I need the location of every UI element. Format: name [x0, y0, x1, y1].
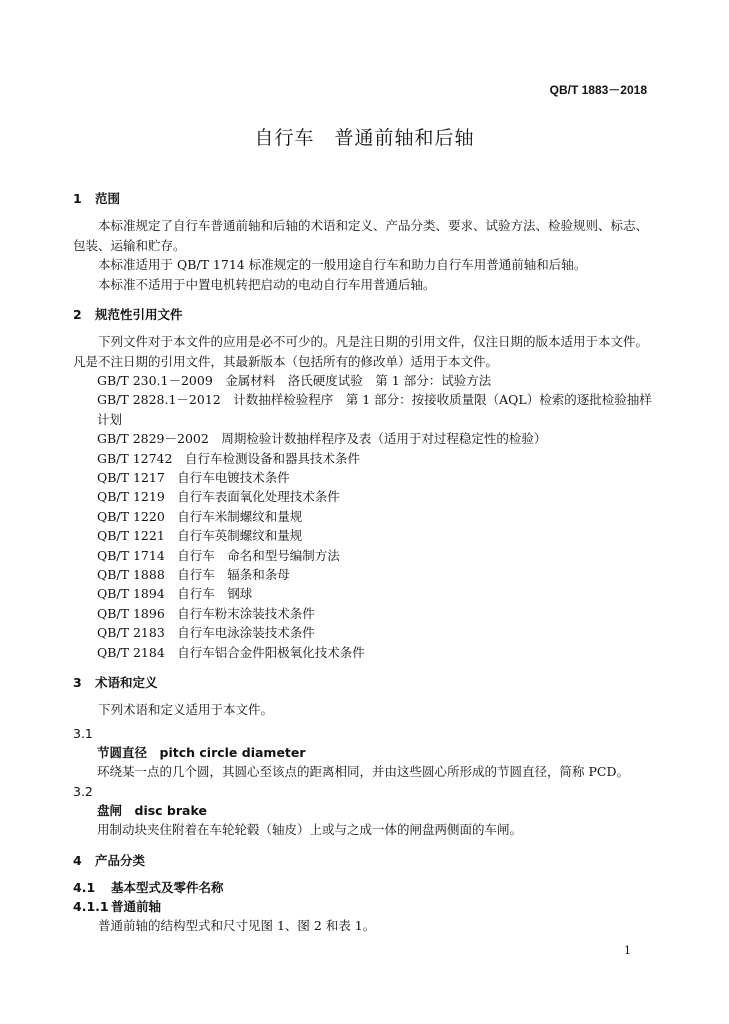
reference-item: QB/T 1217 自行车电镀技术条件: [97, 470, 290, 486]
scope-paragraph: 本标准适用于 QB/T 1714 标准规定的一般用途自行车和助力自行车用普通前轴和后轴。: [98, 257, 587, 272]
reference-item: [73, 390, 653, 429]
document-body: [73, 178, 653, 935]
subsection-heading: [73, 878, 653, 897]
page-number: 1: [624, 944, 631, 957]
terms-intro: 下列术语和定义适用于本文件。: [98, 702, 274, 718]
section-heading-scope: [73, 190, 653, 208]
term-definition: 环绕某一点的几个圆，其圆心至该点的距离相同，并由这些圆心所形成的节圆直径，简称 PCD。: [97, 763, 629, 779]
section-number: 2: [73, 307, 82, 322]
reference-item: QB/T 1894 自行车 钢球: [97, 586, 253, 602]
subsection-title: 普通前轴: [111, 898, 162, 914]
term-heading: 节圆直径 pitch circle diameter: [97, 744, 306, 760]
reference-item: QB/T 1888 自行车 辐条和条母: [97, 567, 290, 583]
reference-item: QB/T 1219 自行车表面氧化处理技术条件: [97, 489, 340, 505]
reference-item: QB/T 2184 自行车铝合金件阳极氧化技术条件: [97, 644, 365, 660]
section-heading-refs: [73, 306, 653, 324]
reference-item: QB/T 1220 自行车米制螺纹和量规: [97, 508, 303, 524]
reference-item: QB/T 1896 自行车粉末涂装技术条件: [97, 605, 315, 621]
reference-text: GB/T 2828.1－2012 计数抽样检验程序 第 1 部分：按接收质量限（AQL）检索的逐批检验抽样计划: [97, 392, 652, 427]
scope-paragraph: 本标准规定了自行车普通前轴和后轴的术语和定义、产品分类、要求、试验方法、检验规则、标志、包装、运输和贮存。: [73, 218, 649, 253]
reference-item: GB/T 12742 自行车检测设备和器具技术条件: [97, 450, 360, 466]
section-heading-classification: [73, 852, 653, 870]
page-title: 自行车 普通前轴和后轴: [254, 127, 475, 149]
section-title: 产品分类: [95, 852, 146, 868]
subsection-title: 基本型式及零件名称: [111, 879, 224, 895]
reference-item: GB/T 230.1－2009 金属材料 洛氏硬度试验 第 1 部分：试验方法: [97, 373, 492, 388]
classification-text: 普通前轴的结构型式和尺寸见图 1、图 2 和表 1。: [98, 917, 376, 933]
subsection-number: 4.1.1: [73, 898, 109, 914]
section-number: 4: [73, 852, 82, 868]
subsection-number: 4.1: [73, 879, 96, 895]
section-title: 规范性引用文件: [95, 307, 183, 322]
reference-item: QB/T 1714 自行车 命名和型号编制方法: [97, 547, 340, 563]
section-title: 术语和定义: [95, 675, 158, 691]
section-heading-terms: [73, 674, 653, 692]
term-number: 3.1: [73, 725, 93, 741]
section-title: 范围: [95, 191, 121, 206]
refs-intro: 下列文件对于本文件的应用是必不可少的。凡是注日期的引用文件，仅注日期的版本适用于本文件。凡是不注日期的引用文件，其最新版本（包括所有的修改单）适用于本文件。: [73, 334, 649, 369]
section-number: 3: [73, 675, 82, 691]
standard-code: QB/T 1883－2018: [549, 83, 647, 97]
term-heading: 盘闸 disc brake: [97, 802, 207, 818]
subsection-heading: [73, 897, 653, 916]
reference-item: QB/T 1221 自行车英制螺纹和量规: [97, 528, 303, 544]
scope-paragraph: 本标准不适用于中置电机转把启动的电动自行车用普通后轴。: [98, 276, 436, 292]
term-definition: 用制动块夹住附着在车轮轮毂（轴皮）上或与之成一体的闸盘两侧面的车闸。: [97, 821, 523, 837]
section-number: 1: [73, 191, 82, 206]
reference-item: QB/T 2183 自行车电泳涂装技术条件: [97, 625, 315, 641]
reference-item: GB/T 2829－2002 周期检验计数抽样程序及表（适用于对过程稳定性的检验）: [97, 431, 547, 447]
term-number: 3.2: [73, 783, 93, 799]
